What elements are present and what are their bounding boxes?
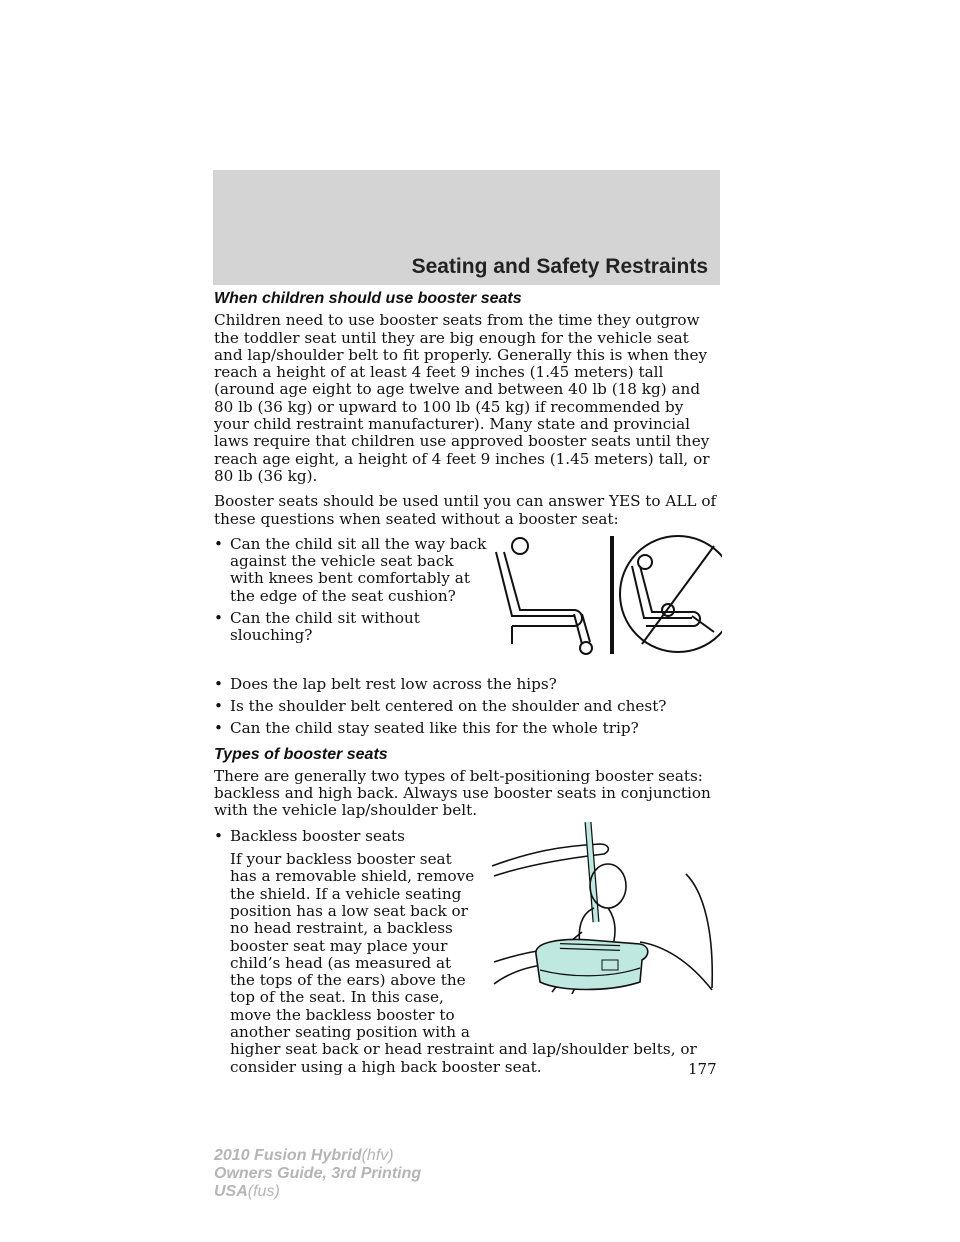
section-header-band	[213, 170, 720, 285]
bullet-text: Can the child stay seated like this for the whole trip?	[230, 719, 639, 738]
paragraph-yes-questions: Booster seats should be used until you can answer YES to ALL of these questions when seated without a booster seat:	[214, 492, 717, 528]
footer-model: 2010 Fusion Hybrid	[214, 1147, 362, 1164]
backless-text-narrow: If your backless booster seat has a removable shield, remove the shield. If a vehicle seating position has a low seat back or no head restraint, a backless booster seat may place your child’s head (as measured at the tops of the ears) above the top of the seat. In this case, move the backless booster to another seating position with a	[230, 850, 475, 1041]
bullet-glyph: •	[214, 609, 223, 628]
bullet-glyph: •	[214, 534, 223, 553]
bullet-text: Is the shoulder belt centered on the shoulder and chest?	[230, 696, 667, 715]
backless-booster-illustration	[490, 822, 716, 994]
footer-line-2: Owners Guide, 3rd Printing	[214, 1165, 422, 1182]
bullet-glyph: •	[214, 696, 223, 715]
paragraph-when-booster: Children need to use booster seats from the time they outgrow the toddler seat until they are big enough for the vehicle seat and lap/shoulder belt to fit properly. Generally this is when they reach a height of at least 4 feet 9 inches (1.45 meters) tall (around age eight to age twelve and between 40 lb (18 kg) and 80 lb (36 kg) or upward to 100 lb (45 kg) if recommended by your child restraint manufacturer). Many state and provincial laws require that children use approved booster seats until they reach age eight, a height of 4 feet 9 inches (1.45 meters) tall, or 80 lb (36 kg).	[214, 311, 710, 485]
seat-fit-illustration	[482, 532, 722, 657]
bullet-glyph: •	[214, 719, 223, 738]
list-item	[214, 828, 720, 845]
list-item	[214, 720, 720, 737]
paragraph-types-booster: There are generally two types of belt-positioning booster seats: backless and high back. Always use booster seats in conjunction with the vehicle lap/shoulder belt.	[214, 766, 711, 820]
list-item	[214, 610, 490, 645]
bullet-text: Can the child sit without slouching?	[230, 609, 420, 645]
document-footer	[214, 1147, 421, 1201]
footer-line-3	[214, 1183, 421, 1201]
page-content	[214, 290, 720, 1076]
heading-types-booster: Types of booster seats	[214, 745, 388, 763]
seat-fit-block	[214, 536, 720, 676]
footer-line-1	[214, 1147, 421, 1165]
backless-booster-block	[214, 828, 720, 1076]
bullet-text: Can the child sit all the way back against the vehicle seat back with knees bent comfortably at the edge of the seat cushion?	[230, 534, 487, 605]
heading-when-booster: When children should use booster seats	[214, 290, 522, 307]
footer-market-code: (fus)	[247, 1183, 280, 1200]
list-item	[214, 676, 720, 693]
list-item	[214, 698, 720, 715]
bullet-text: Does the lap belt rest low across the hips?	[230, 674, 557, 693]
list-item	[214, 536, 490, 605]
bullet-glyph: •	[214, 674, 223, 693]
page-number: 177	[688, 1060, 717, 1078]
bullet-glyph: •	[214, 826, 223, 845]
backless-text-full: higher seat back or head restraint and lap/shoulder belts, or consider using a high back booster seat.	[230, 1040, 697, 1076]
bullet-text: Backless booster seats	[230, 826, 405, 845]
section-title: Seating and Safety Restraints	[411, 255, 708, 278]
footer-market: USA	[214, 1183, 248, 1200]
footer-model-code: (hfv)	[361, 1147, 394, 1164]
